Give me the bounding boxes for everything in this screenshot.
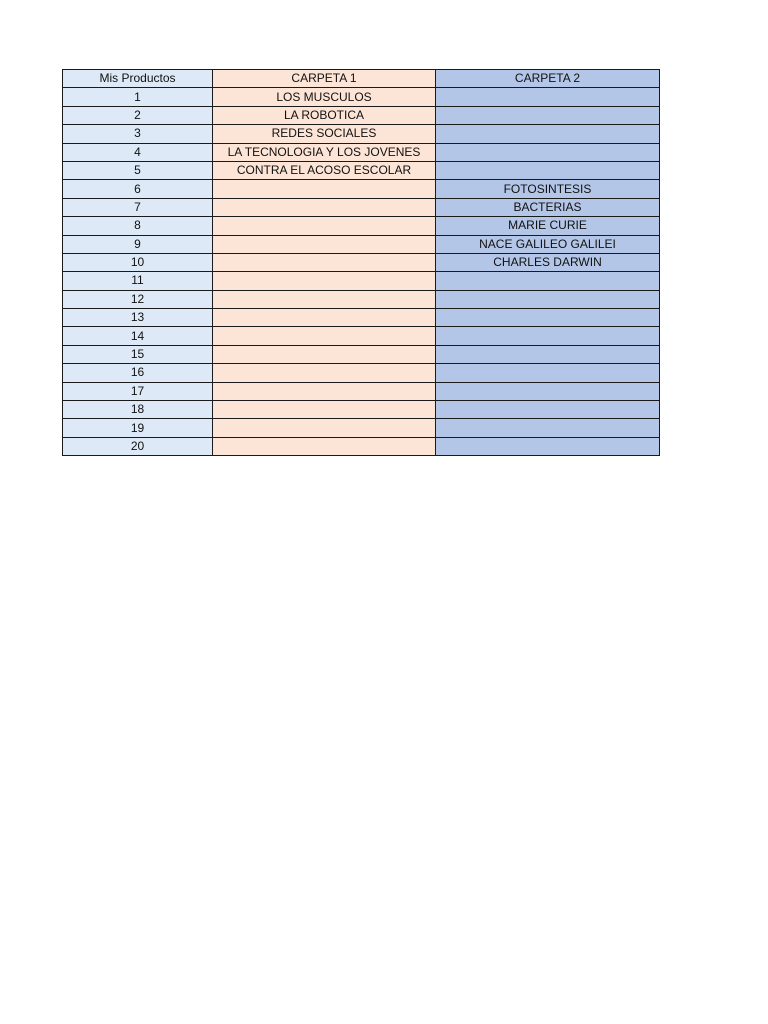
- row-number-cell[interactable]: 1: [63, 88, 213, 106]
- carpeta-1-cell[interactable]: [213, 253, 436, 271]
- carpeta-1-cell[interactable]: LA TECNOLOGIA Y LOS JOVENES: [213, 143, 436, 161]
- table-row: [63, 88, 660, 106]
- carpeta-1-cell[interactable]: CONTRA EL ACOSO ESCOLAR: [213, 161, 436, 179]
- carpeta-2-cell[interactable]: [436, 382, 660, 400]
- carpeta-2-cell[interactable]: [436, 419, 660, 437]
- table-row: [63, 198, 660, 216]
- table-row: [63, 309, 660, 327]
- table-row: [63, 143, 660, 161]
- carpeta-2-cell[interactable]: [436, 88, 660, 106]
- carpeta-1-cell[interactable]: [213, 382, 436, 400]
- row-number-cell[interactable]: 5: [63, 161, 213, 179]
- carpeta-2-cell[interactable]: FOTOSINTESIS: [436, 180, 660, 198]
- row-number-cell[interactable]: 20: [63, 437, 213, 455]
- row-number-cell[interactable]: 12: [63, 290, 213, 308]
- carpeta-2-cell[interactable]: BACTERIAS: [436, 198, 660, 216]
- table-row: [63, 253, 660, 271]
- table-body: [63, 88, 660, 456]
- carpeta-1-cell[interactable]: [213, 309, 436, 327]
- table-row: [63, 364, 660, 382]
- row-number-cell[interactable]: 16: [63, 364, 213, 382]
- carpeta-2-cell[interactable]: [436, 125, 660, 143]
- carpeta-1-cell[interactable]: [213, 290, 436, 308]
- row-number-cell[interactable]: 4: [63, 143, 213, 161]
- carpeta-1-cell[interactable]: [213, 180, 436, 198]
- carpeta-1-cell[interactable]: LA ROBOTICA: [213, 106, 436, 124]
- carpeta-2-cell[interactable]: [436, 161, 660, 179]
- header-carpeta-2: CARPETA 2: [436, 70, 660, 88]
- row-number-cell[interactable]: 7: [63, 198, 213, 216]
- row-number-cell[interactable]: 17: [63, 382, 213, 400]
- table-row: [63, 272, 660, 290]
- table-row: [63, 290, 660, 308]
- table-row: [63, 382, 660, 400]
- carpeta-1-cell[interactable]: [213, 217, 436, 235]
- table-row: [63, 161, 660, 179]
- row-number-cell[interactable]: 15: [63, 345, 213, 363]
- carpeta-2-cell[interactable]: [436, 327, 660, 345]
- row-number-cell[interactable]: 18: [63, 401, 213, 419]
- carpeta-2-cell[interactable]: [436, 437, 660, 455]
- table-row: [63, 125, 660, 143]
- row-number-cell[interactable]: 9: [63, 235, 213, 253]
- table-row: [63, 327, 660, 345]
- carpeta-1-cell[interactable]: [213, 401, 436, 419]
- row-number-cell[interactable]: 13: [63, 309, 213, 327]
- table-row: [63, 401, 660, 419]
- table-row: [63, 106, 660, 124]
- carpeta-1-cell[interactable]: [213, 345, 436, 363]
- carpeta-1-cell[interactable]: [213, 198, 436, 216]
- header-row: [63, 70, 660, 88]
- table-row: [63, 419, 660, 437]
- products-table: [62, 69, 660, 456]
- carpeta-1-cell[interactable]: [213, 272, 436, 290]
- header-mis-productos: Mis Productos: [63, 70, 213, 88]
- carpeta-2-cell[interactable]: MARIE CURIE: [436, 217, 660, 235]
- carpeta-2-cell[interactable]: [436, 272, 660, 290]
- carpeta-2-cell[interactable]: [436, 401, 660, 419]
- row-number-cell[interactable]: 14: [63, 327, 213, 345]
- row-number-cell[interactable]: 3: [63, 125, 213, 143]
- row-number-cell[interactable]: 10: [63, 253, 213, 271]
- carpeta-2-cell[interactable]: [436, 345, 660, 363]
- table-row: [63, 180, 660, 198]
- row-number-cell[interactable]: 8: [63, 217, 213, 235]
- carpeta-1-cell[interactable]: [213, 437, 436, 455]
- header-carpeta-1: CARPETA 1: [213, 70, 436, 88]
- carpeta-1-cell[interactable]: [213, 327, 436, 345]
- row-number-cell[interactable]: 19: [63, 419, 213, 437]
- carpeta-2-cell[interactable]: [436, 143, 660, 161]
- table-row: [63, 345, 660, 363]
- table-row: [63, 437, 660, 455]
- carpeta-2-cell[interactable]: NACE GALILEO GALILEI: [436, 235, 660, 253]
- row-number-cell[interactable]: 11: [63, 272, 213, 290]
- carpeta-2-cell[interactable]: [436, 290, 660, 308]
- carpeta-1-cell[interactable]: LOS MUSCULOS: [213, 88, 436, 106]
- carpeta-2-cell[interactable]: [436, 309, 660, 327]
- carpeta-2-cell[interactable]: [436, 106, 660, 124]
- carpeta-2-cell[interactable]: CHARLES DARWIN: [436, 253, 660, 271]
- carpeta-1-cell[interactable]: [213, 364, 436, 382]
- carpeta-2-cell[interactable]: [436, 364, 660, 382]
- table-row: [63, 217, 660, 235]
- table-row: [63, 235, 660, 253]
- carpeta-1-cell[interactable]: [213, 419, 436, 437]
- carpeta-1-cell[interactable]: REDES SOCIALES: [213, 125, 436, 143]
- row-number-cell[interactable]: 6: [63, 180, 213, 198]
- row-number-cell[interactable]: 2: [63, 106, 213, 124]
- carpeta-1-cell[interactable]: [213, 235, 436, 253]
